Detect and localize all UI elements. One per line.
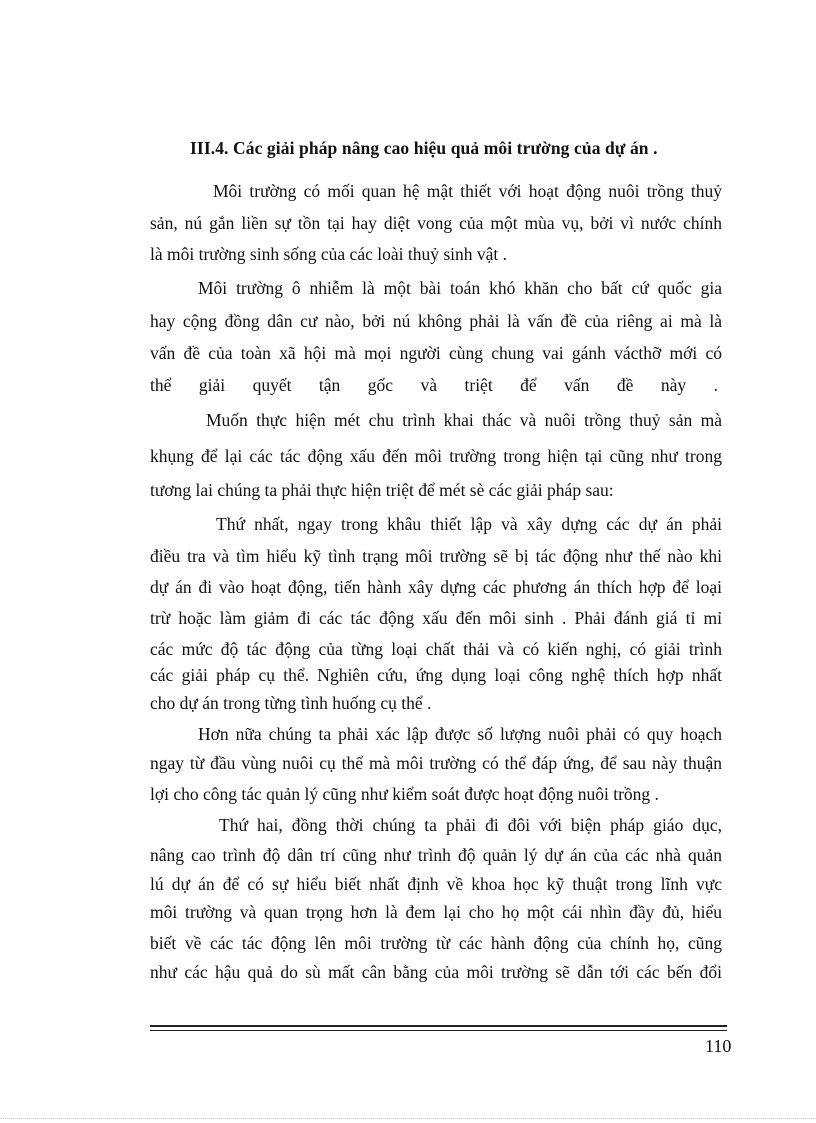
text-line: Thứ hai, đồng thời chúng ta phải đi đôi với biện pháp giáo dục, [219,815,722,835]
text-line: khụng để lại các tác động xấu đến môi trường trong hiện tại cũng như trong [150,446,722,466]
text-line: lợi cho công tác quản lý cũng như kiểm soát được hoạt động nuôi trồng . [150,784,659,804]
footer-rule-thick [150,1025,727,1027]
text-line: như các hậu quả do sù mất cân bằng của môi trường sẽ dẫn tới các bến đổi [150,962,722,982]
footer-rule-thin [150,1030,727,1031]
text-line: thể giải quyết tận gốc và triệt để vấn đề này . [150,375,718,395]
page-bottom-edge [0,1118,816,1119]
text-line: nâng cao trình độ dân trí cũng như trình độ quản lý dự án của các nhà quản [150,845,722,865]
text-line: môi trường và quan trọng hơn là đem lại cho họ một cái nhìn đầy đủ, hiểu [150,902,722,922]
page-number: 110 [705,1036,732,1056]
text-line: điều tra và tìm hiểu kỹ tình trạng môi trường sẽ bị tác động như thế nào khi [150,546,722,566]
text-line: các giải pháp cụ thể. Nghiên cứu, ứng dụng loại công nghệ thích hợp nhất [150,665,722,685]
text-line: là môi trường sinh sống của các loài thuỷ sinh vật . [150,244,508,264]
text-line: sản, nú gắn liền sự tồn tại hay diệt vong của một mùa vụ, bởi vì nước chính [150,213,722,233]
section-heading: III.4. Các giải pháp nâng cao hiệu quả môi trường của dự án . [190,138,658,158]
text-line: Môi trường ô nhiễm là một bài toán khó khăn cho bất cứ quốc gia [198,278,722,298]
text-line: Hơn nữa chúng ta phải xác lập được số lượng nuôi phải có quy hoạch [198,724,722,744]
text-line: Muốn thực hiện mét chu trình khai thác và nuôi trồng thuỷ sản mà [206,410,722,430]
text-line: cho dự án trong từng tình huống cụ thể . [150,693,432,713]
text-line: các mức độ tác động của từng loại chất thải và có kiến nghị, có giải trình [150,639,722,659]
text-line: vấn đề của toàn xã hội mà mọi người cùng chung vai gánh vácthỡ mới có [150,343,722,363]
text-line: biết về các tác động lên môi trường từ các hành động của chính họ, cũng [150,933,722,953]
text-line: hay cộng đồng dân cư nào, bởi nú không phải là vấn đề của riêng ai mà là [150,311,722,331]
text-line: lú dự án để có sự hiểu biết nhất định về khoa học kỹ thuật trong lĩnh vực [150,874,722,894]
text-line: trừ hoặc làm giảm đi các tác động xấu đến môi sinh . Phải đánh giá tỉ mỉ [150,608,722,628]
text-line: dự án đi vào hoạt động, tiến hành xây dựng các phương án thích hợp để loại [150,577,722,597]
text-line: Thứ nhất, ngay trong khâu thiết lập và xây dựng các dự án phải [216,514,722,534]
text-line: Môi trường có mối quan hệ mật thiết với hoạt động nuôi trồng thuỷ [213,181,722,201]
text-line: ngay từ đầu vùng nuôi cụ thể mà môi trường có thể đáp ứng, để sau này thuận [150,753,722,773]
text-line: tương lai chúng ta phải thực hiện triệt để mét sè các giải pháp sau: [150,480,614,500]
